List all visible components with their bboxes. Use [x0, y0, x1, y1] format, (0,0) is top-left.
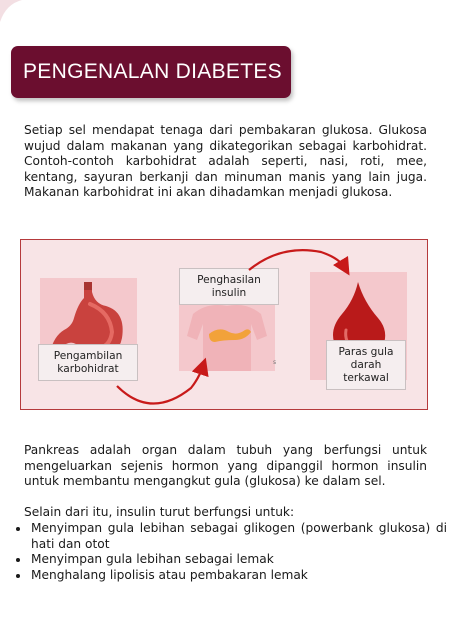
list-item: • Menyimpan gula lebihan sebagai glikogen (powerbank glukosa) di hati dan otot: [30, 521, 447, 552]
page-title: PENGENALAN DIABETES: [23, 60, 282, 83]
flow-arrows: [21, 240, 429, 411]
title-banner: [11, 46, 291, 98]
arrow-step2-to-step3: [249, 250, 345, 270]
step3-label: Paras gula darah terkawal: [326, 340, 406, 390]
arrow-step1-to-step2: [117, 366, 203, 404]
functions-intro: Selain dari itu, insulin turut berfungsi untuk:: [24, 505, 295, 519]
intro-paragraph: Setiap sel mendapat tenaga dari pembakaran glukosa. Glukosa wujud dalam makanan yang dikategorikan sebagai karbohidrat. Contoh-contoh karbohidrat adalah seperti, nasi, roti, mee, kentang, sayuran berkanji dan minuman manis yang lain juga. Makanan karbohidrat ini akan dihadamkan menjadi glukosa.: [24, 123, 427, 199]
step2-label: Penghasilan insulin: [179, 268, 279, 305]
pancreas-paragraph: Pankreas adalah organ dalam tubuh yang berfungsi untuk mengeluarkan sejenis hormon yang dipanggil hormon insulin untuk membantu mengangkut gula (glukosa) ke dalam sel.: [24, 443, 427, 488]
small-mark: s: [273, 359, 277, 366]
list-item: • Menyimpan gula lebihan sebagai lemak: [30, 552, 447, 568]
insulin-process-diagram: [20, 239, 428, 410]
insulin-functions-list: [10, 521, 447, 583]
step1-label: Pengambilan karbohidrat: [38, 344, 138, 381]
list-item: • Menghalang lipolisis atau pembakaran lemak: [30, 568, 447, 584]
corner-decoration: [0, 0, 22, 22]
